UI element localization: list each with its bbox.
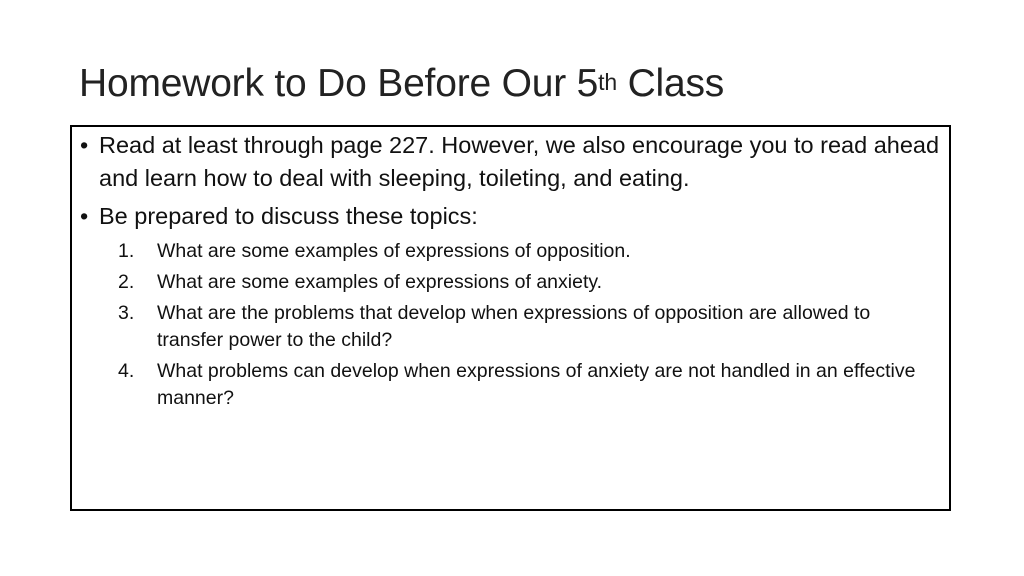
content-box bbox=[70, 125, 951, 511]
topics-list bbox=[78, 238, 941, 412]
topic-item bbox=[78, 358, 941, 412]
bullet-symbol: • bbox=[80, 132, 89, 158]
slide-title-end: Class bbox=[616, 62, 725, 105]
topic-item bbox=[78, 300, 941, 354]
topic-item bbox=[78, 269, 941, 296]
topic-text: What are some examples of expressions of opposition. bbox=[157, 240, 631, 262]
bullet-item-reading bbox=[78, 129, 941, 195]
topic-number: 1. bbox=[118, 240, 135, 262]
topic-text: What problems can develop when expressions of anxiety are not handled in an effective manner? bbox=[157, 360, 916, 409]
bullet-text: Read at least through page 227. However, we also encourage you to read ahead and learn how to deal with sleeping, toileting, and eating. bbox=[99, 132, 940, 191]
topic-number: 2. bbox=[118, 271, 135, 293]
slide-title-superscript: th bbox=[598, 69, 617, 95]
bullet-symbol: • bbox=[80, 203, 89, 229]
bullet-text: Be prepared to discuss these topics: bbox=[99, 203, 478, 229]
topic-text: What are the problems that develop when expressions of opposition are allowed to transfer power to the child? bbox=[157, 302, 871, 351]
slide-title bbox=[79, 58, 724, 110]
slide-title-main: Homework to Do Before Our 5 bbox=[79, 62, 599, 105]
topic-number: 3. bbox=[118, 302, 135, 324]
topic-text: What are some examples of expressions of anxiety. bbox=[157, 271, 603, 293]
bullet-list bbox=[78, 129, 941, 233]
topic-number: 4. bbox=[118, 360, 135, 382]
topic-item bbox=[78, 238, 941, 265]
bullet-item-discussion bbox=[78, 200, 941, 233]
